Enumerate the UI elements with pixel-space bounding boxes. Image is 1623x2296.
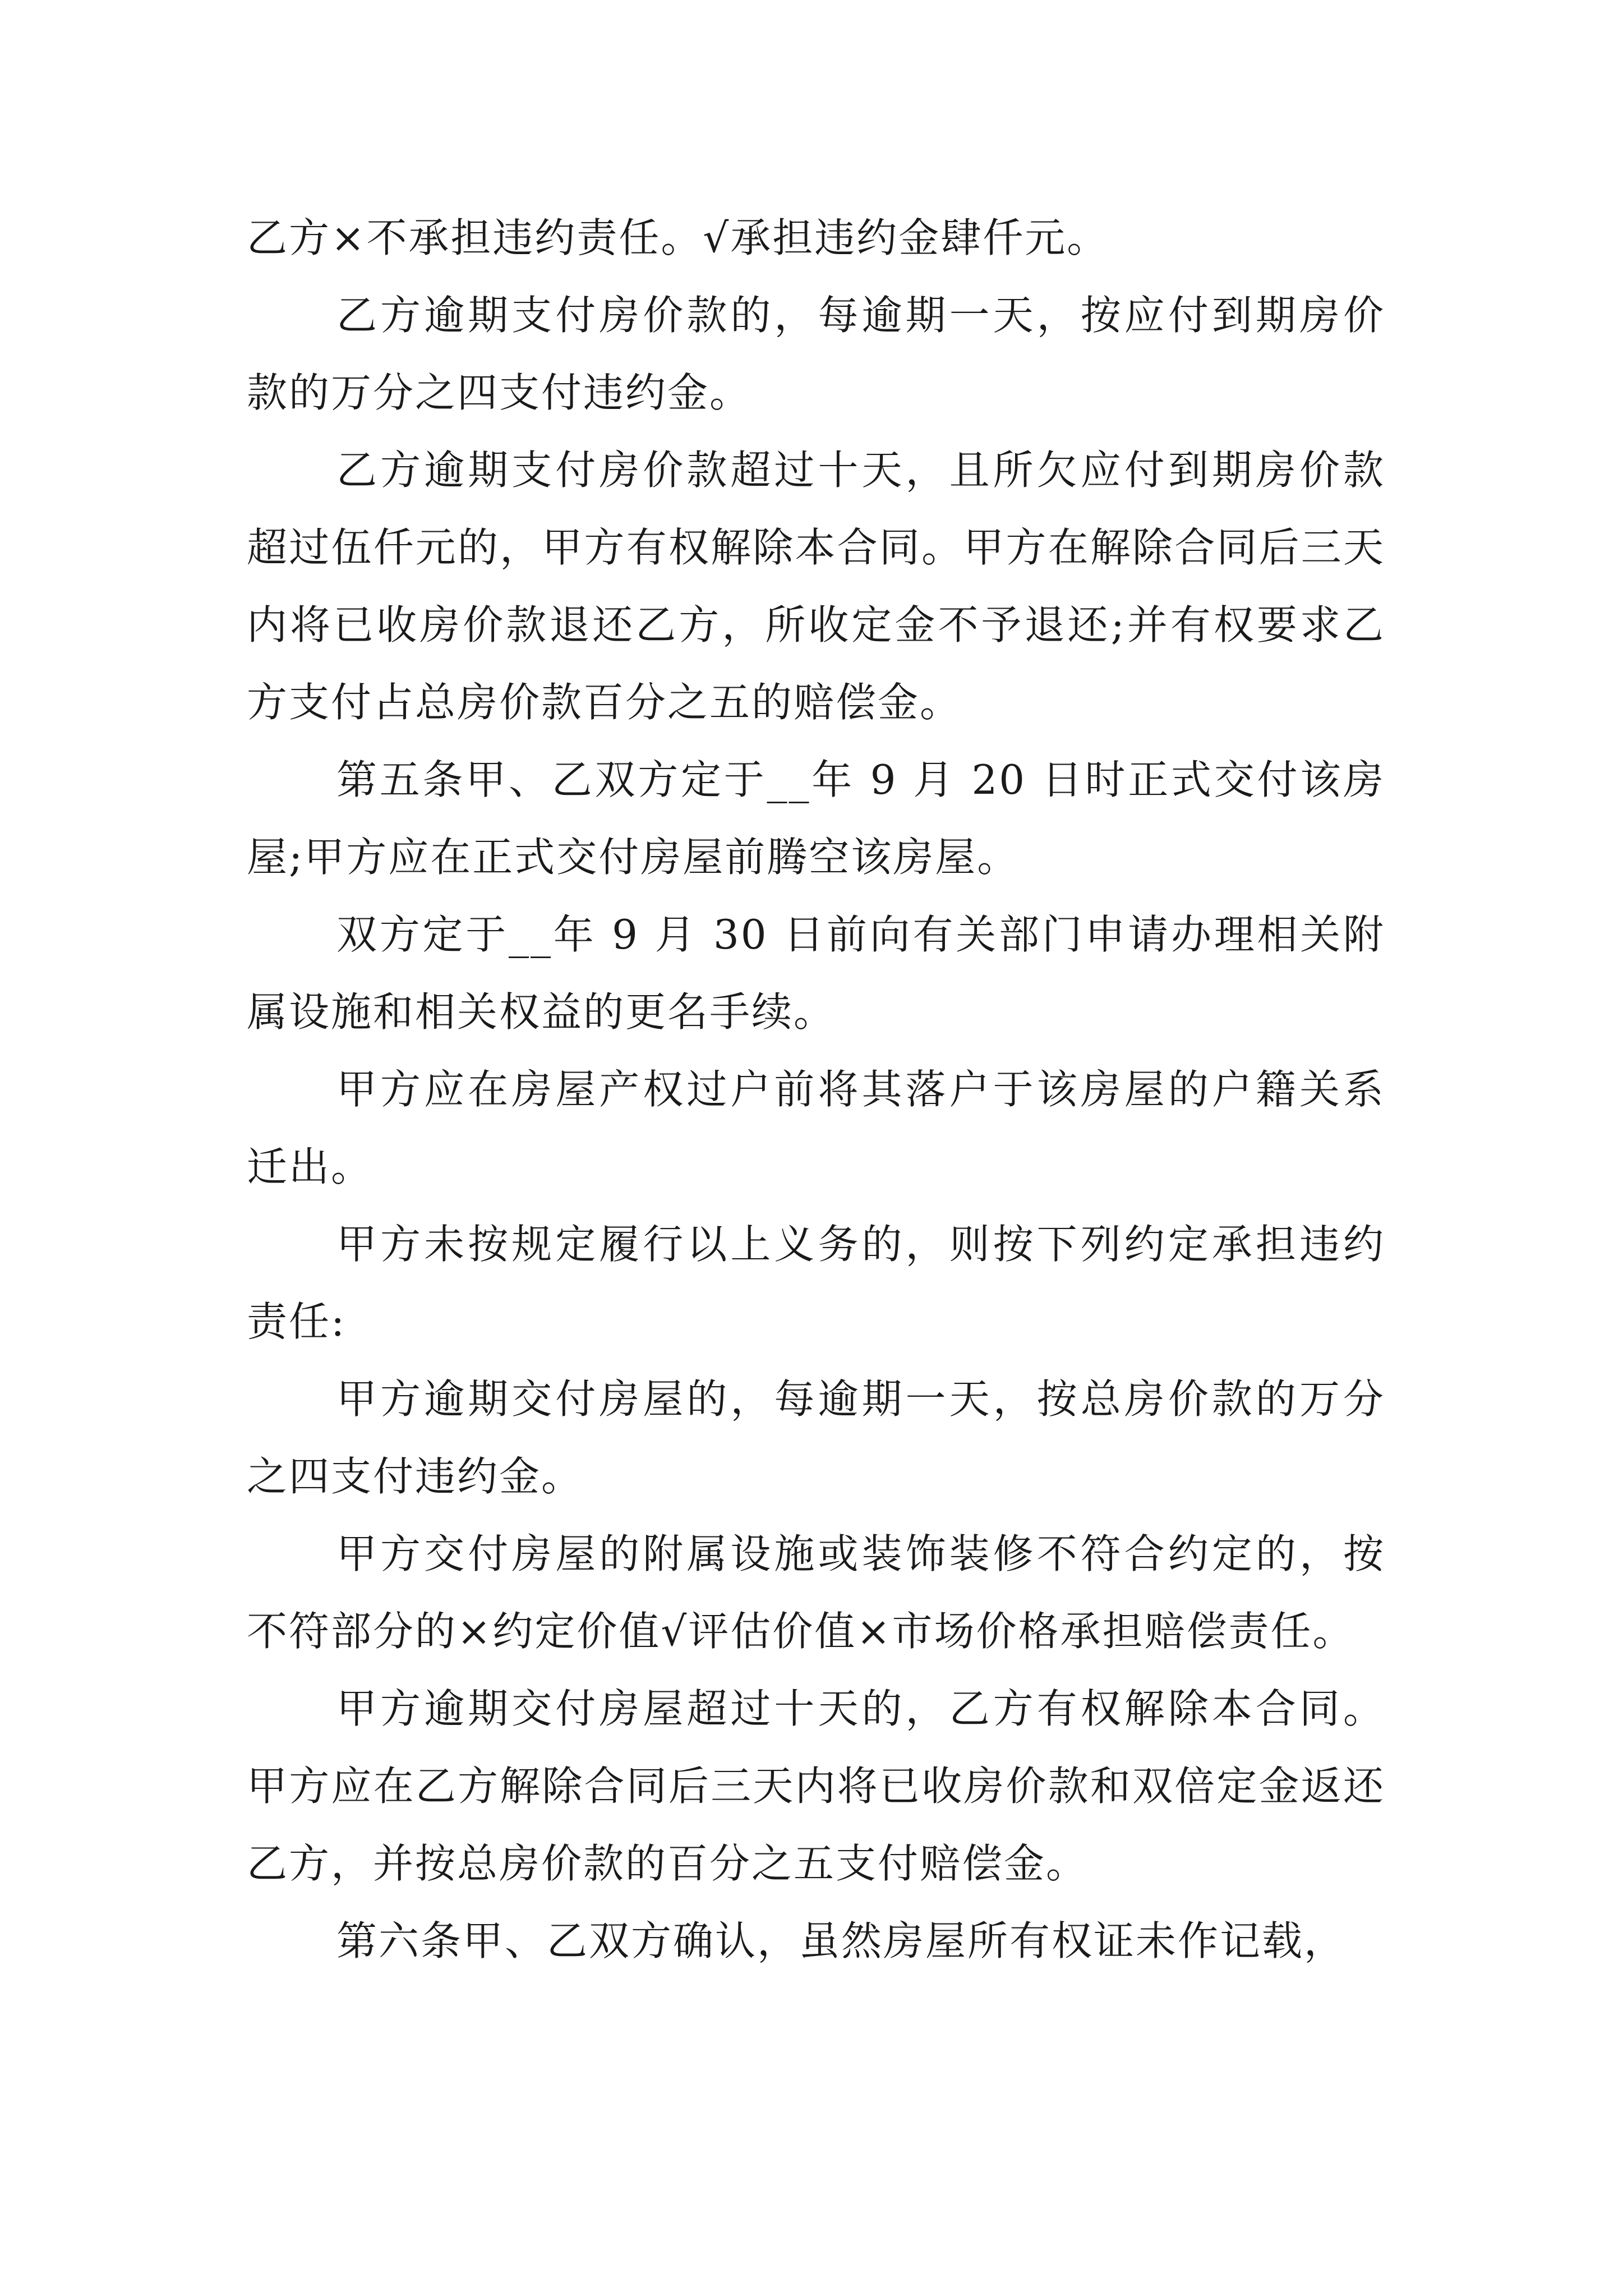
paragraph-9: 甲方交付房屋的附属设施或装饰装修不符合约定的，按不符部分的×约定价值√评估价值×市场价格承担赔偿责任。 [247, 1530, 1385, 1655]
paragraph-5: 双方定于__年 9 月 30 日前向有关部门申请办理相关附属设施和相关权益的更名手续。 [247, 911, 1385, 1036]
paragraph-4: 第五条甲、乙双方定于__年 9 月 20 日时正式交付该房屋;甲方应在正式交付房屋前腾空该房屋。 [247, 756, 1385, 881]
paragraph-3: 乙方逾期支付房价款超过十天，且所欠应付到期房价款超过伍仟元的，甲方有权解除本合同。甲方在解除合同后三天内将已收房价款退还乙方，所收定金不予退还;并有权要求乙方支付占总房价款百分之五的赔偿金。 [247, 447, 1385, 726]
paragraph-8: 甲方逾期交付房屋的，每逾期一天，按总房价款的万分之四支付违约金。 [247, 1375, 1385, 1500]
paragraph-2: 乙方逾期支付房价款的，每逾期一天，按应付到期房价款的万分之四支付违约金。 [247, 292, 1385, 416]
paragraph-6: 甲方应在房屋产权过户前将其落户于该房屋的户籍关系迁出。 [247, 1066, 1385, 1190]
paragraph-10: 甲方逾期交付房屋超过十天的，乙方有权解除本合同。甲方应在乙方解除合同后三天内将已收房价款和双倍定金返还乙方，并按总房价款的百分之五支付赔偿金。 [247, 1685, 1385, 1887]
paragraph-11: 第六条甲、乙双方确认，虽然房屋所有权证未作记载， [336, 1917, 1347, 1964]
document-body [247, 199, 1385, 1980]
paragraph-7: 甲方未按规定履行以上义务的，则按下列约定承担违约责任: [247, 1221, 1385, 1345]
paragraph-1: 乙方×不承担违约责任。√承担违约金肆仟元。 [247, 214, 1109, 261]
